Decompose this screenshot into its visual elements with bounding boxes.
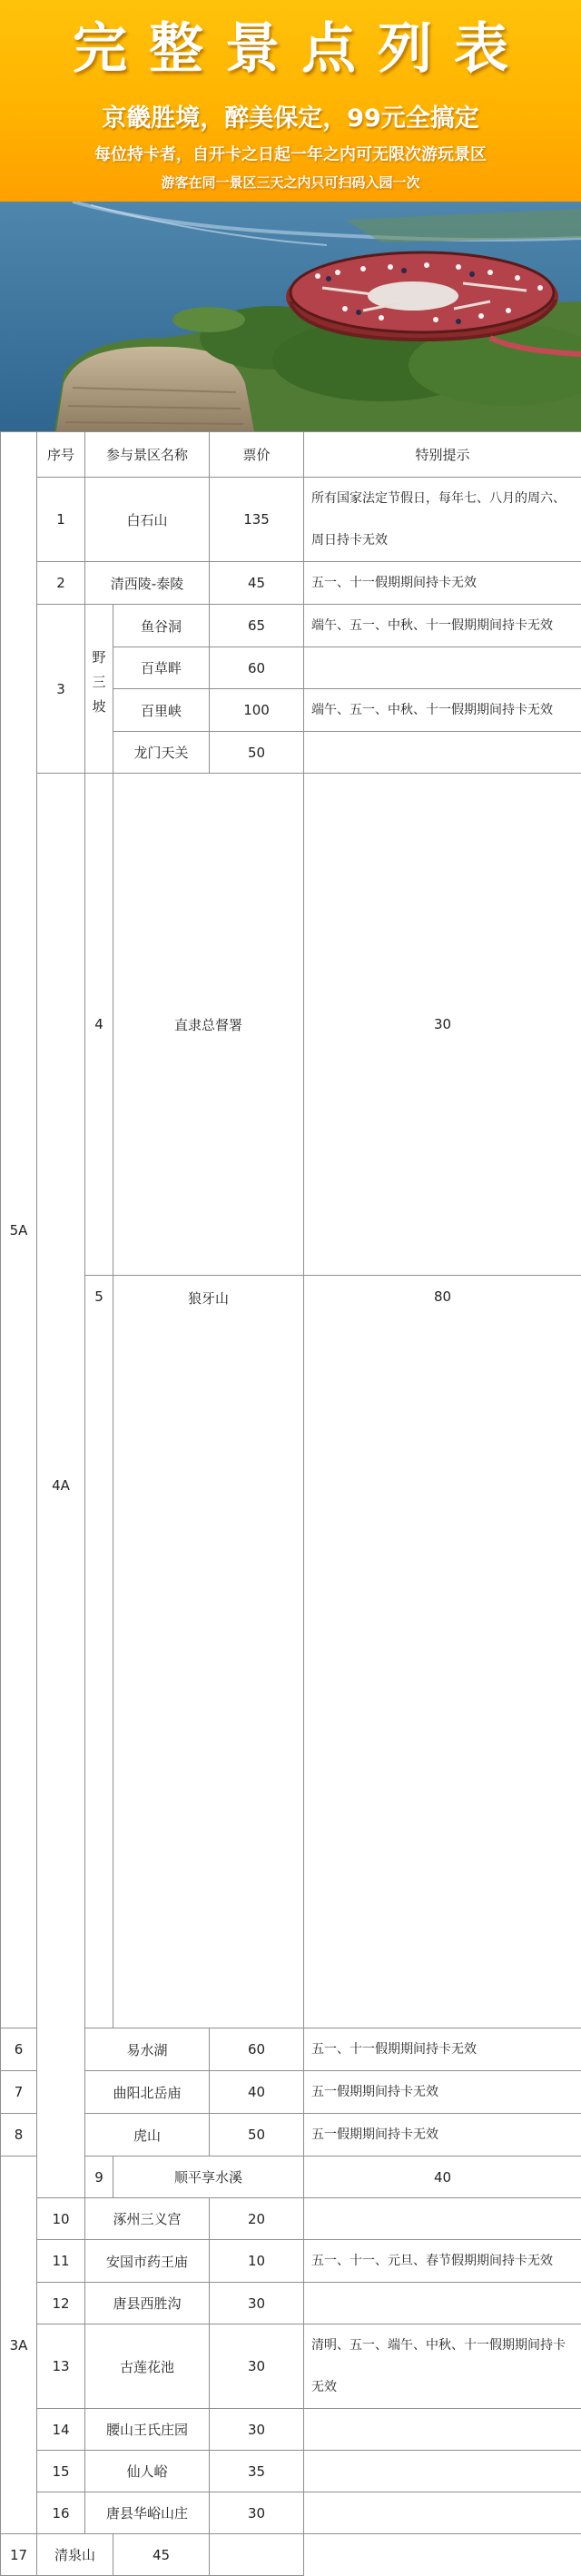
- row-note: [304, 732, 581, 774]
- row-name: 腰山王氏庄园: [85, 2409, 210, 2451]
- row-name: 鱼谷洞: [113, 605, 210, 647]
- scenic-photo: [0, 202, 581, 431]
- row-seq: 7: [1, 2071, 37, 2114]
- row-note: [304, 2451, 581, 2492]
- row-seq: 14: [37, 2409, 85, 2451]
- row-note: 五一、十一假期期间持卡无效: [304, 562, 581, 605]
- row-seq: 4: [85, 774, 113, 1276]
- group-yesanpo: [85, 605, 113, 774]
- row-name: 曲阳北岳庙: [85, 2071, 210, 2114]
- row-price: 60: [210, 647, 304, 689]
- row-price: 30: [210, 2409, 304, 2451]
- row-seq: 9: [85, 2157, 113, 2198]
- row-price: 30: [210, 2283, 304, 2324]
- row-name: 仙人峪: [85, 2451, 210, 2492]
- row-price: 60: [210, 2028, 304, 2071]
- row-price: 45: [210, 562, 304, 605]
- header-price: 票价: [210, 432, 304, 478]
- row-note: 端午、五一、中秋、十一假期期间持卡无效: [304, 689, 581, 732]
- table-row: [1, 2451, 581, 2492]
- row-seq: 12: [37, 2283, 85, 2324]
- row-name: 百草畔: [113, 647, 210, 689]
- row-seq: 5: [85, 1276, 113, 2028]
- row-name: 直隶总督署: [113, 774, 304, 1276]
- table-row: [1, 2028, 581, 2071]
- table-row: [1, 2198, 581, 2240]
- row-seq: 15: [37, 2451, 85, 2492]
- level-4a: 4A: [37, 774, 85, 2198]
- row-price: 30: [210, 2324, 304, 2409]
- row-price: 35: [210, 2451, 304, 2492]
- row-note: 端午、五一、中秋、十一假期期间持卡无效: [304, 605, 581, 647]
- row-seq: 6: [1, 2028, 37, 2071]
- level-5a: 5A: [1, 432, 37, 2028]
- table-row: [1, 2114, 581, 2157]
- row-price: 40: [304, 2157, 581, 2198]
- table-row: [1, 774, 581, 1276]
- row-note: 所有国家法定节假日，每年七、八月的周六、周日持卡无效: [304, 478, 581, 562]
- attractions-table: [0, 431, 581, 2576]
- banner-line-3: 游客在同一景区三天之内只可扫码入园一次: [0, 173, 581, 192]
- header-note: 特别提示: [304, 432, 581, 478]
- page-title: 完整景点列表: [0, 13, 581, 85]
- row-note: [304, 2409, 581, 2451]
- row-name: 古莲花池: [85, 2324, 210, 2409]
- table-header-row: [1, 432, 581, 478]
- row-name: 安国市药王庙: [85, 2240, 210, 2283]
- row-name: 顺平享水溪: [113, 2157, 304, 2198]
- table-row: [1, 2157, 581, 2198]
- row-seq: 17: [1, 2534, 37, 2576]
- table-row: [1, 562, 581, 605]
- row-name: 龙门天关: [113, 732, 210, 774]
- row-seq: 11: [37, 2240, 85, 2283]
- row-price: 30: [210, 2492, 304, 2534]
- row-name: 易水湖: [85, 2028, 210, 2071]
- table-row: [1, 605, 581, 647]
- row-seq: 2: [37, 562, 85, 605]
- scenic-photo-illustration: [0, 202, 581, 431]
- row-note: 五一假期期间持卡无效: [304, 2071, 581, 2114]
- row-name: 涿州三义宫: [85, 2198, 210, 2240]
- level-3a: 3A: [1, 2157, 37, 2534]
- row-price: 20: [210, 2198, 304, 2240]
- row-name: 唐县西胜沟: [85, 2283, 210, 2324]
- table-row: [1, 1276, 581, 2028]
- header-banner: [0, 0, 581, 202]
- row-price: 45: [113, 2534, 210, 2576]
- banner-subtitle: 京畿胜境，醉美保定，99元全搞定: [0, 98, 581, 133]
- row-name: 百里峡: [113, 689, 210, 732]
- row-note: [304, 2492, 581, 2534]
- table-row: [1, 2240, 581, 2283]
- table-row: [1, 2492, 581, 2534]
- row-seq: 13: [37, 2324, 85, 2409]
- row-name: 白石山: [85, 478, 210, 562]
- table-row: [1, 2534, 581, 2576]
- row-price: 10: [210, 2240, 304, 2283]
- row-note: [304, 647, 581, 689]
- row-note: [304, 2283, 581, 2324]
- row-note: 五一、十一、元旦、春节假期期间持卡无效: [304, 2240, 581, 2283]
- row-note: 五一假期期间持卡无效: [304, 2114, 581, 2157]
- row-name: 虎山: [85, 2114, 210, 2157]
- row-name: 狼牙山: [113, 1276, 304, 2028]
- header-name: 参与景区名称: [85, 432, 210, 478]
- table-row: [1, 2071, 581, 2114]
- row-price: 50: [210, 732, 304, 774]
- row-price: 100: [210, 689, 304, 732]
- row-seq: 3: [37, 605, 85, 774]
- row-seq: 1: [37, 478, 85, 562]
- table-row: [1, 2409, 581, 2451]
- table-row: [1, 2324, 581, 2409]
- row-price: 40: [210, 2071, 304, 2114]
- row-price: 65: [210, 605, 304, 647]
- table-row: [1, 478, 581, 562]
- row-price: 50: [210, 2114, 304, 2157]
- row-note: 清明、五一、端午、中秋、十一假期期间持卡无效: [304, 2324, 581, 2409]
- row-seq: 10: [37, 2198, 85, 2240]
- row-name: 唐县华峪山庄: [85, 2492, 210, 2534]
- row-note: [304, 2198, 581, 2240]
- row-price: 135: [210, 478, 304, 562]
- row-seq: 8: [1, 2114, 37, 2157]
- row-price: 80: [304, 1276, 581, 2028]
- row-note: [210, 2534, 304, 2576]
- group-yesanpo-label: 野三坡: [90, 650, 109, 724]
- header-seq: 序号: [37, 432, 85, 478]
- table-row: [1, 2283, 581, 2324]
- row-name: 清西陵-泰陵: [85, 562, 210, 605]
- row-note: 五一、十一假期期间持卡无效: [304, 2028, 581, 2071]
- row-name: 清泉山: [37, 2534, 113, 2576]
- row-price: 30: [304, 774, 581, 1276]
- row-seq: 16: [37, 2492, 85, 2534]
- banner-line-2: 每位持卡者，自开卡之日起一年之内可无限次游玩景区: [0, 142, 581, 165]
